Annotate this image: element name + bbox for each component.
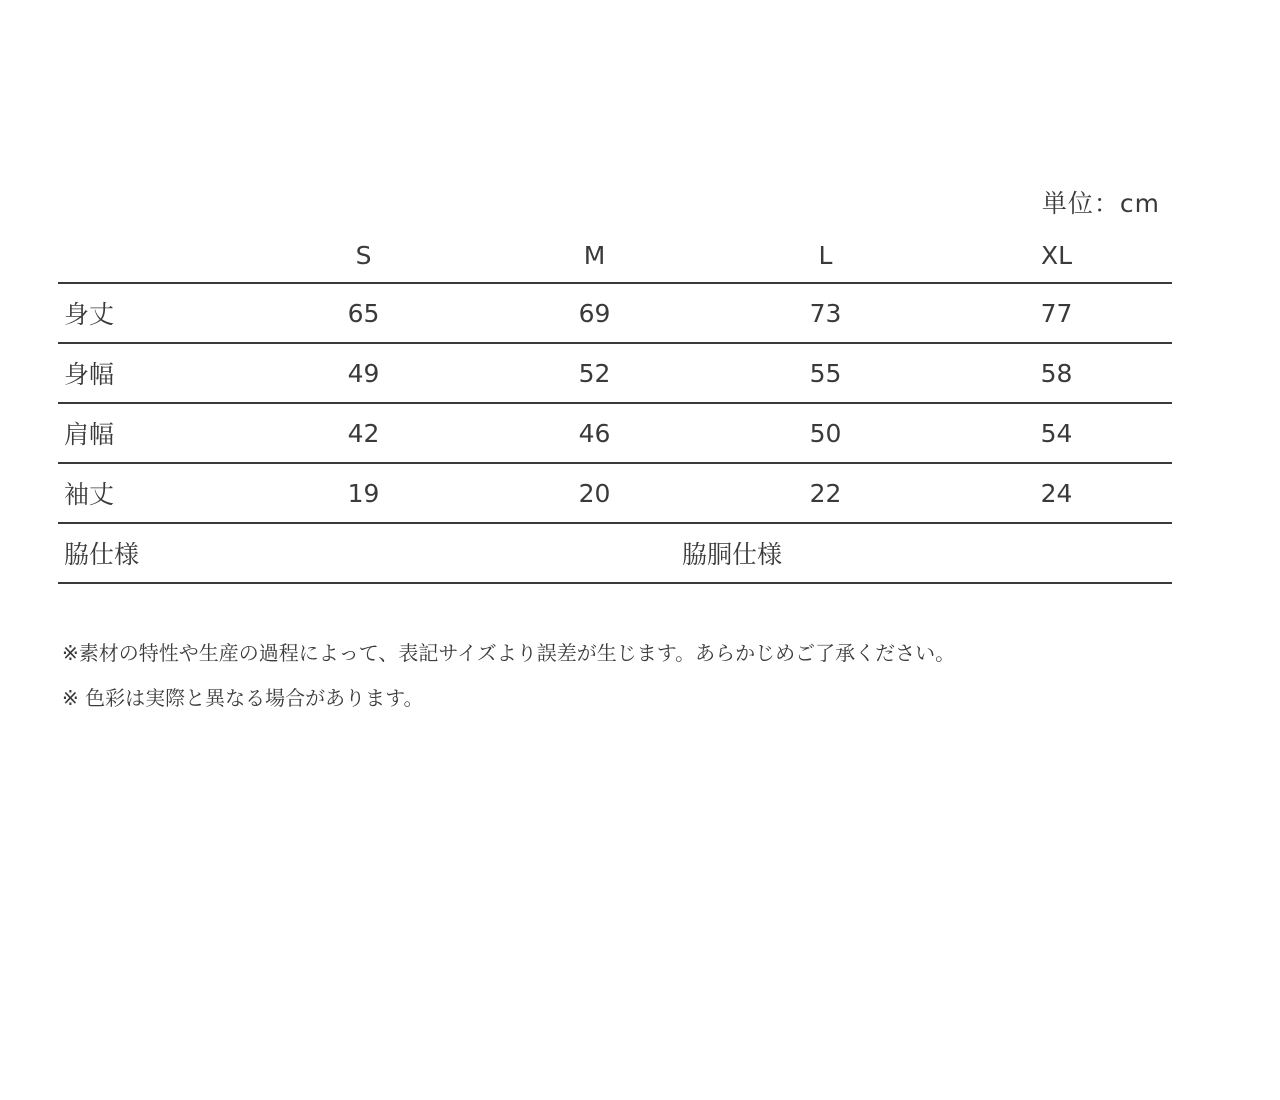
table-cell: 46 bbox=[479, 403, 710, 463]
table-cell: 49 bbox=[248, 343, 479, 403]
table-cell: 77 bbox=[941, 283, 1172, 343]
row-label-sleeve-length: 袖丈 bbox=[58, 463, 248, 523]
table-row-side-spec bbox=[58, 523, 1172, 583]
side-spec-value: 脇胴仕様 bbox=[248, 523, 1172, 583]
table-row bbox=[58, 463, 1172, 523]
size-chart-table bbox=[58, 228, 1172, 584]
table-cell: 55 bbox=[710, 343, 941, 403]
header-size-m: M bbox=[479, 228, 710, 283]
table-cell: 52 bbox=[479, 343, 710, 403]
unit-label: 単位：cm bbox=[1041, 189, 1160, 218]
table-row bbox=[58, 343, 1172, 403]
table-cell: 73 bbox=[710, 283, 941, 343]
header-corner bbox=[58, 228, 248, 283]
row-label-side-spec: 脇仕様 bbox=[58, 523, 248, 583]
row-label-body-length: 身丈 bbox=[58, 283, 248, 343]
notes bbox=[62, 642, 955, 732]
table-cell: 50 bbox=[710, 403, 941, 463]
header-size-xl: XL bbox=[941, 228, 1172, 283]
table-header-row bbox=[58, 228, 1172, 283]
header-size-l: L bbox=[710, 228, 941, 283]
table-cell: 22 bbox=[710, 463, 941, 523]
table-cell: 65 bbox=[248, 283, 479, 343]
table-cell: 20 bbox=[479, 463, 710, 523]
header-size-s: S bbox=[248, 228, 479, 283]
table-cell: 24 bbox=[941, 463, 1172, 523]
table-row bbox=[58, 403, 1172, 463]
note-tolerance: ※素材の特性や生産の過程によって、表記サイズより誤差が生じます。あらかじめご了承ください。 bbox=[62, 641, 956, 665]
note-color: ※ 色彩は実際と異なる場合があります。 bbox=[62, 686, 424, 710]
table-row bbox=[58, 283, 1172, 343]
table-cell: 69 bbox=[479, 283, 710, 343]
table-cell: 42 bbox=[248, 403, 479, 463]
row-label-body-width: 身幅 bbox=[58, 343, 248, 403]
table-cell: 19 bbox=[248, 463, 479, 523]
row-label-shoulder-width: 肩幅 bbox=[58, 403, 248, 463]
table-cell: 54 bbox=[941, 403, 1172, 463]
table-cell: 58 bbox=[941, 343, 1172, 403]
